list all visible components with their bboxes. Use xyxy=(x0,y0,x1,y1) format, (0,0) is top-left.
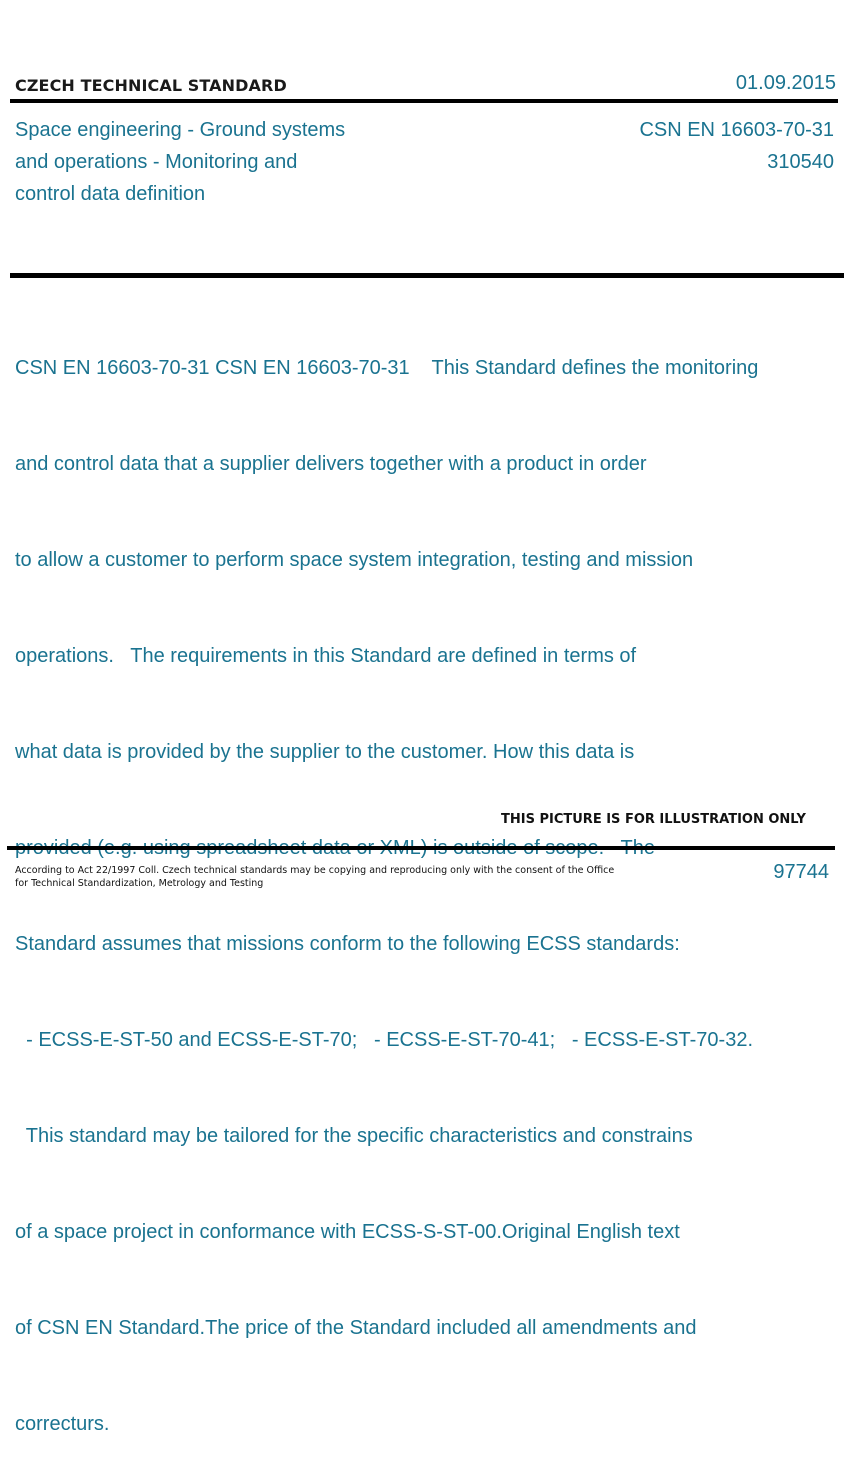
standard-title-line: control data definition xyxy=(15,183,206,205)
standard-title-line: Space engineering - Ground systems xyxy=(15,119,346,141)
abstract-line: to allow a customer to perform space system integration, testing and mission xyxy=(15,549,694,571)
abstract-line: CSN EN 16603-70-31 CSN EN 16603-70-31 This Standard defines the monitoring xyxy=(15,357,759,379)
illustration-disclaimer: THIS PICTURE IS FOR ILLUSTRATION ONLY xyxy=(501,812,806,827)
abstract-line: what data is provided by the supplier to the customer. How this data is xyxy=(15,741,635,763)
abstract-line: operations. The requirements in this Standard are defined in terms of xyxy=(15,645,637,667)
legal-notice-line: According to Act 22/1997 Coll. Czech technical standards may be copying and reproducing only with the consent of the Office xyxy=(15,865,615,876)
abstract-line: of a space project in conformance with ECSS-S-ST-00.Original English text xyxy=(15,1221,680,1243)
footer-divider xyxy=(7,846,835,850)
standard-code: CSN EN 16603-70-31 xyxy=(639,119,834,141)
publication-date: 01.09.2015 xyxy=(735,72,836,94)
legal-notice-line: for Technical Standardization, Metrology and Testing xyxy=(15,878,264,889)
abstract-line: of CSN EN Standard.The price of the Standard included all amendments and xyxy=(15,1317,697,1339)
document-id: 97744 xyxy=(773,861,829,883)
abstract-line: and control data that a supplier delivers together with a product in order xyxy=(15,453,647,475)
standard-class-number: 310540 xyxy=(767,151,834,173)
standard-identifiers xyxy=(639,114,834,178)
abstract-line: correcturs. xyxy=(15,1413,110,1435)
standard-title-line: and operations - Monitoring and xyxy=(15,151,298,173)
section-divider xyxy=(10,273,844,278)
standard-title xyxy=(15,114,435,210)
document-type-label: CZECH TECHNICAL STANDARD xyxy=(15,76,287,95)
abstract-line: This standard may be tailored for the specific characteristics and constrains xyxy=(15,1125,693,1147)
abstract-line: - ECSS-E-ST-50 and ECSS-E-ST-70; - ECSS-E-ST-70-41; - ECSS-E-ST-70-32. xyxy=(15,1029,753,1051)
legal-notice xyxy=(15,864,615,890)
header-divider xyxy=(10,99,838,103)
abstract-line: Standard assumes that missions conform to the following ECSS standards: xyxy=(15,933,680,955)
